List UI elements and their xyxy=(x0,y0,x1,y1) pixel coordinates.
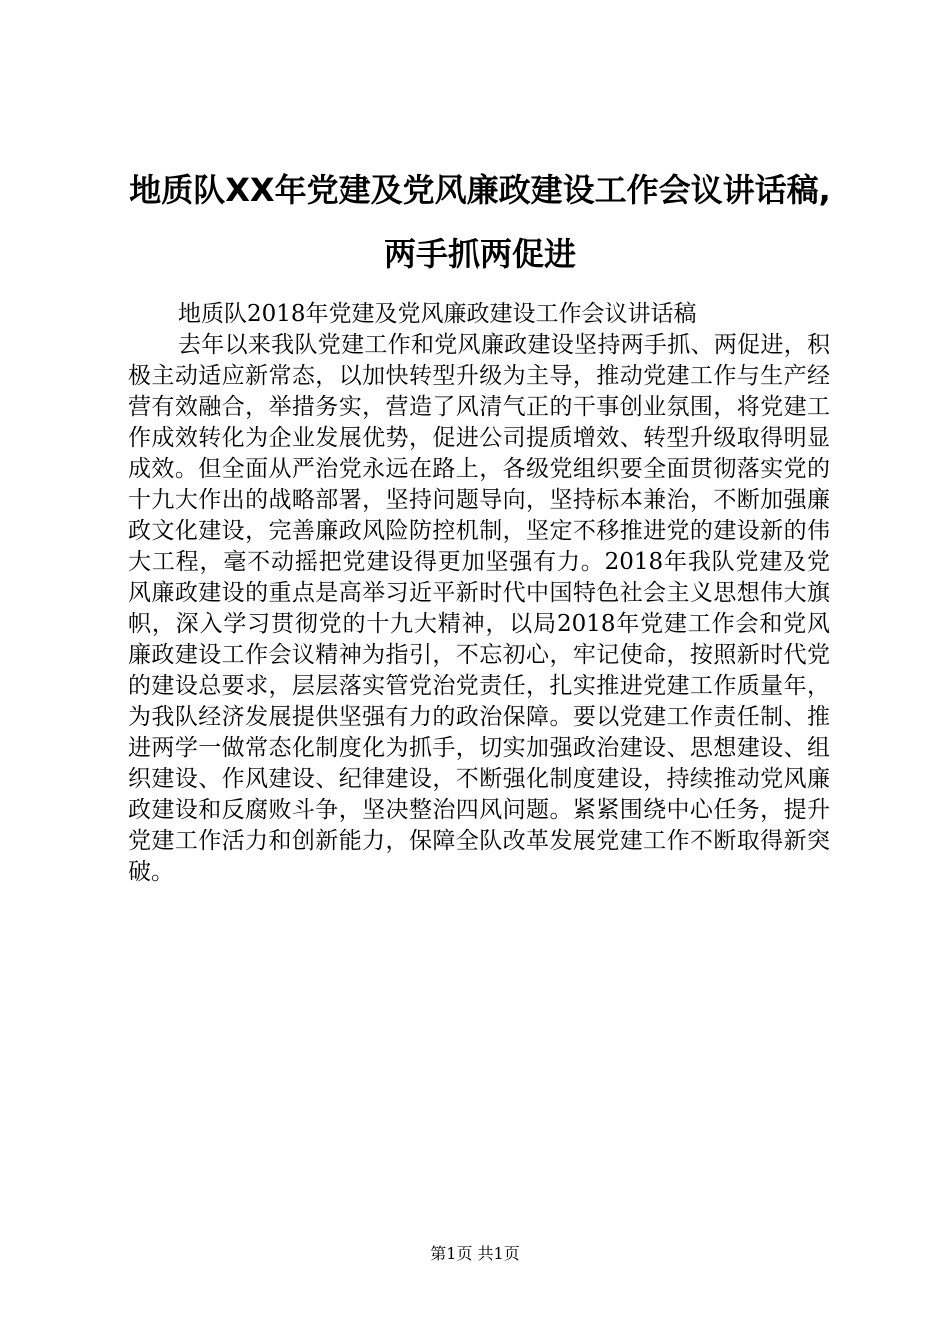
document-subtitle: 地质队2018年党建及党风廉政建设工作会议讲话稿 xyxy=(178,301,697,327)
document-title: 地质队XX年党建及党风廉政建设工作会议讲话稿,两手抓两促进 xyxy=(129,171,831,273)
body-paragraph: 去年以来我队党建工作和党风廉政建设坚持两手抓、两促进，积极主动适应新常态，以加快转型升级为主导，推动党建工作与生产经营有效融合，举措务实，营造了风清气正的干事创业氛围，将党建工作成效转化为企业发展优势，促进公司提质增效、转型升级取得明显成效。但全面从严治党永远在路上，各级党组织要全面贯彻落实党的十九大作出的战略部署，坚持问题导向，坚持标本兼治，不断加强廉政文化建设，完善廉政风险防控机制，坚定不移推进党的建设新的伟大工程，毫不动摇把党建设得更加坚强有力。2018年我队党建及党风廉政建设的重点是高举习近平新时代中国特色社会主义思想伟大旗帜，深入学习贯彻党的十九大精神，以局2018年党建工作会和党风廉政建设工作会议精神为指引，不忘初心，牢记使命，按照新时代党的建设总要求，层层落实管党治党责任，扎实推进党建工作质量年，为我队经济发展提供坚强有力的政治保障。要以党建工作责任制、推进两学一做常态化制度化为抓手，切实加强政治建设、思想建设、组织建设、作风建设、纪律建设，不断强化制度建设，持续推动党风廉政建设和反腐败斗争，坚决整治四风问题。紧紧围绕中心任务，提升党建工作活力和创新能力，保障全队改革发展党建工作不断取得新突破。 xyxy=(128,332,830,885)
page-footer: 第1页 共1页 xyxy=(430,1244,520,1263)
